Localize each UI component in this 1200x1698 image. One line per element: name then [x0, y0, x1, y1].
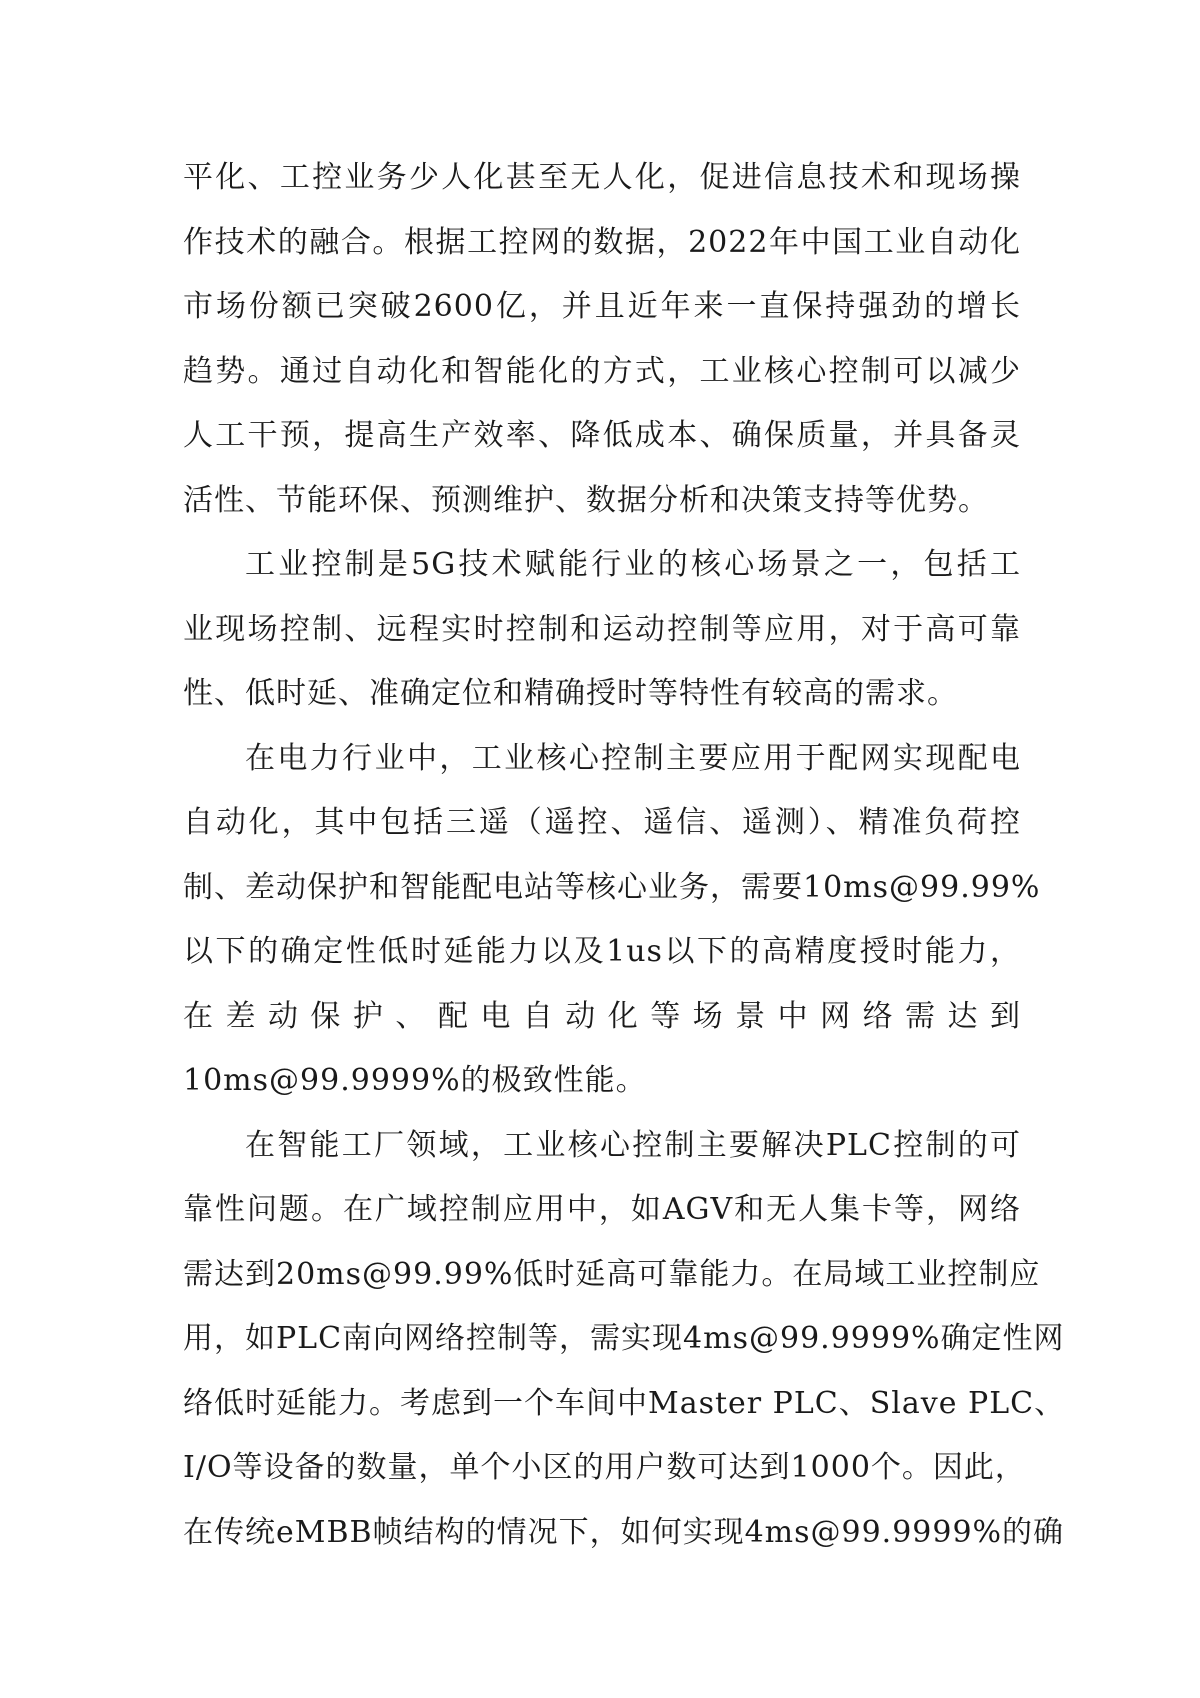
text-line: 制、差动保护和智能配电站等核心业务，需要10ms@99.99% [183, 869, 1041, 905]
text-line: 活性、节能环保、预测维护、数据分析和决策支持等优势。 [183, 482, 989, 518]
text-line: 自动化，其中包括三遥（遥控、遥信、遥测）、精准负荷控 [183, 805, 1021, 840]
text-line: 靠性问题。在广域控制应用中，如AGV和无人集卡等，网络 [183, 1192, 1021, 1227]
body-text [183, 146, 1066, 1565]
text-line: 在电力行业中，工业核心控制主要应用于配网实现配电 [245, 740, 1021, 776]
text-line: 10ms@99.9999%的极致性能。 [183, 1063, 647, 1098]
text-line: 以下的确定性低时延能力以及1us以下的高精度授时能力， [183, 934, 1021, 969]
text-line: 趋势。通过自动化和智能化的方式，工业核心控制可以减少 [183, 353, 1021, 389]
text-line: 用，如PLC南向网络控制等，需实现4ms@99.9999%确定性网 [183, 1321, 1065, 1356]
text-line: 平化、工控业务少人化甚至无人化，促进信息技术和现场操 [183, 160, 1021, 195]
text-line: 人工干预，提高生产效率、降低成本、确保质量，并具备灵 [183, 418, 1021, 453]
text-line: 在差动保护、配电自动化等场景中网络需达到 [183, 998, 1021, 1034]
text-line: 性、低时延、准确定位和精确授时等特性有较高的需求。 [183, 676, 958, 711]
text-line: 络低时延能力。考虑到一个车间中Master PLC、Slave PLC、 [183, 1385, 1066, 1421]
text-line: 在智能工厂领域，工业核心控制主要解决PLC控制的可 [245, 1127, 1021, 1163]
text-line: 业现场控制、远程实时控制和运动控制等应用，对于高可靠 [183, 611, 1021, 647]
text-line: 需达到20ms@99.99%低时延高可靠能力。在局域工业控制应 [183, 1256, 1041, 1292]
text-line: 市场份额已突破2600亿，并且近年来一直保持强劲的增长 [183, 289, 1021, 324]
text-line: I/O等设备的数量，单个小区的用户数可达到1000个。因此， [183, 1450, 1026, 1485]
text-line: 作技术的融合。根据工控网的数据，2022年中国工业自动化 [183, 224, 1021, 260]
text-line: 在传统eMBB帧结构的情况下，如何实现4ms@99.9999%的确 [183, 1514, 1065, 1550]
text-line: 工业控制是5G技术赋能行业的核心场景之一，包括工 [245, 547, 1021, 582]
